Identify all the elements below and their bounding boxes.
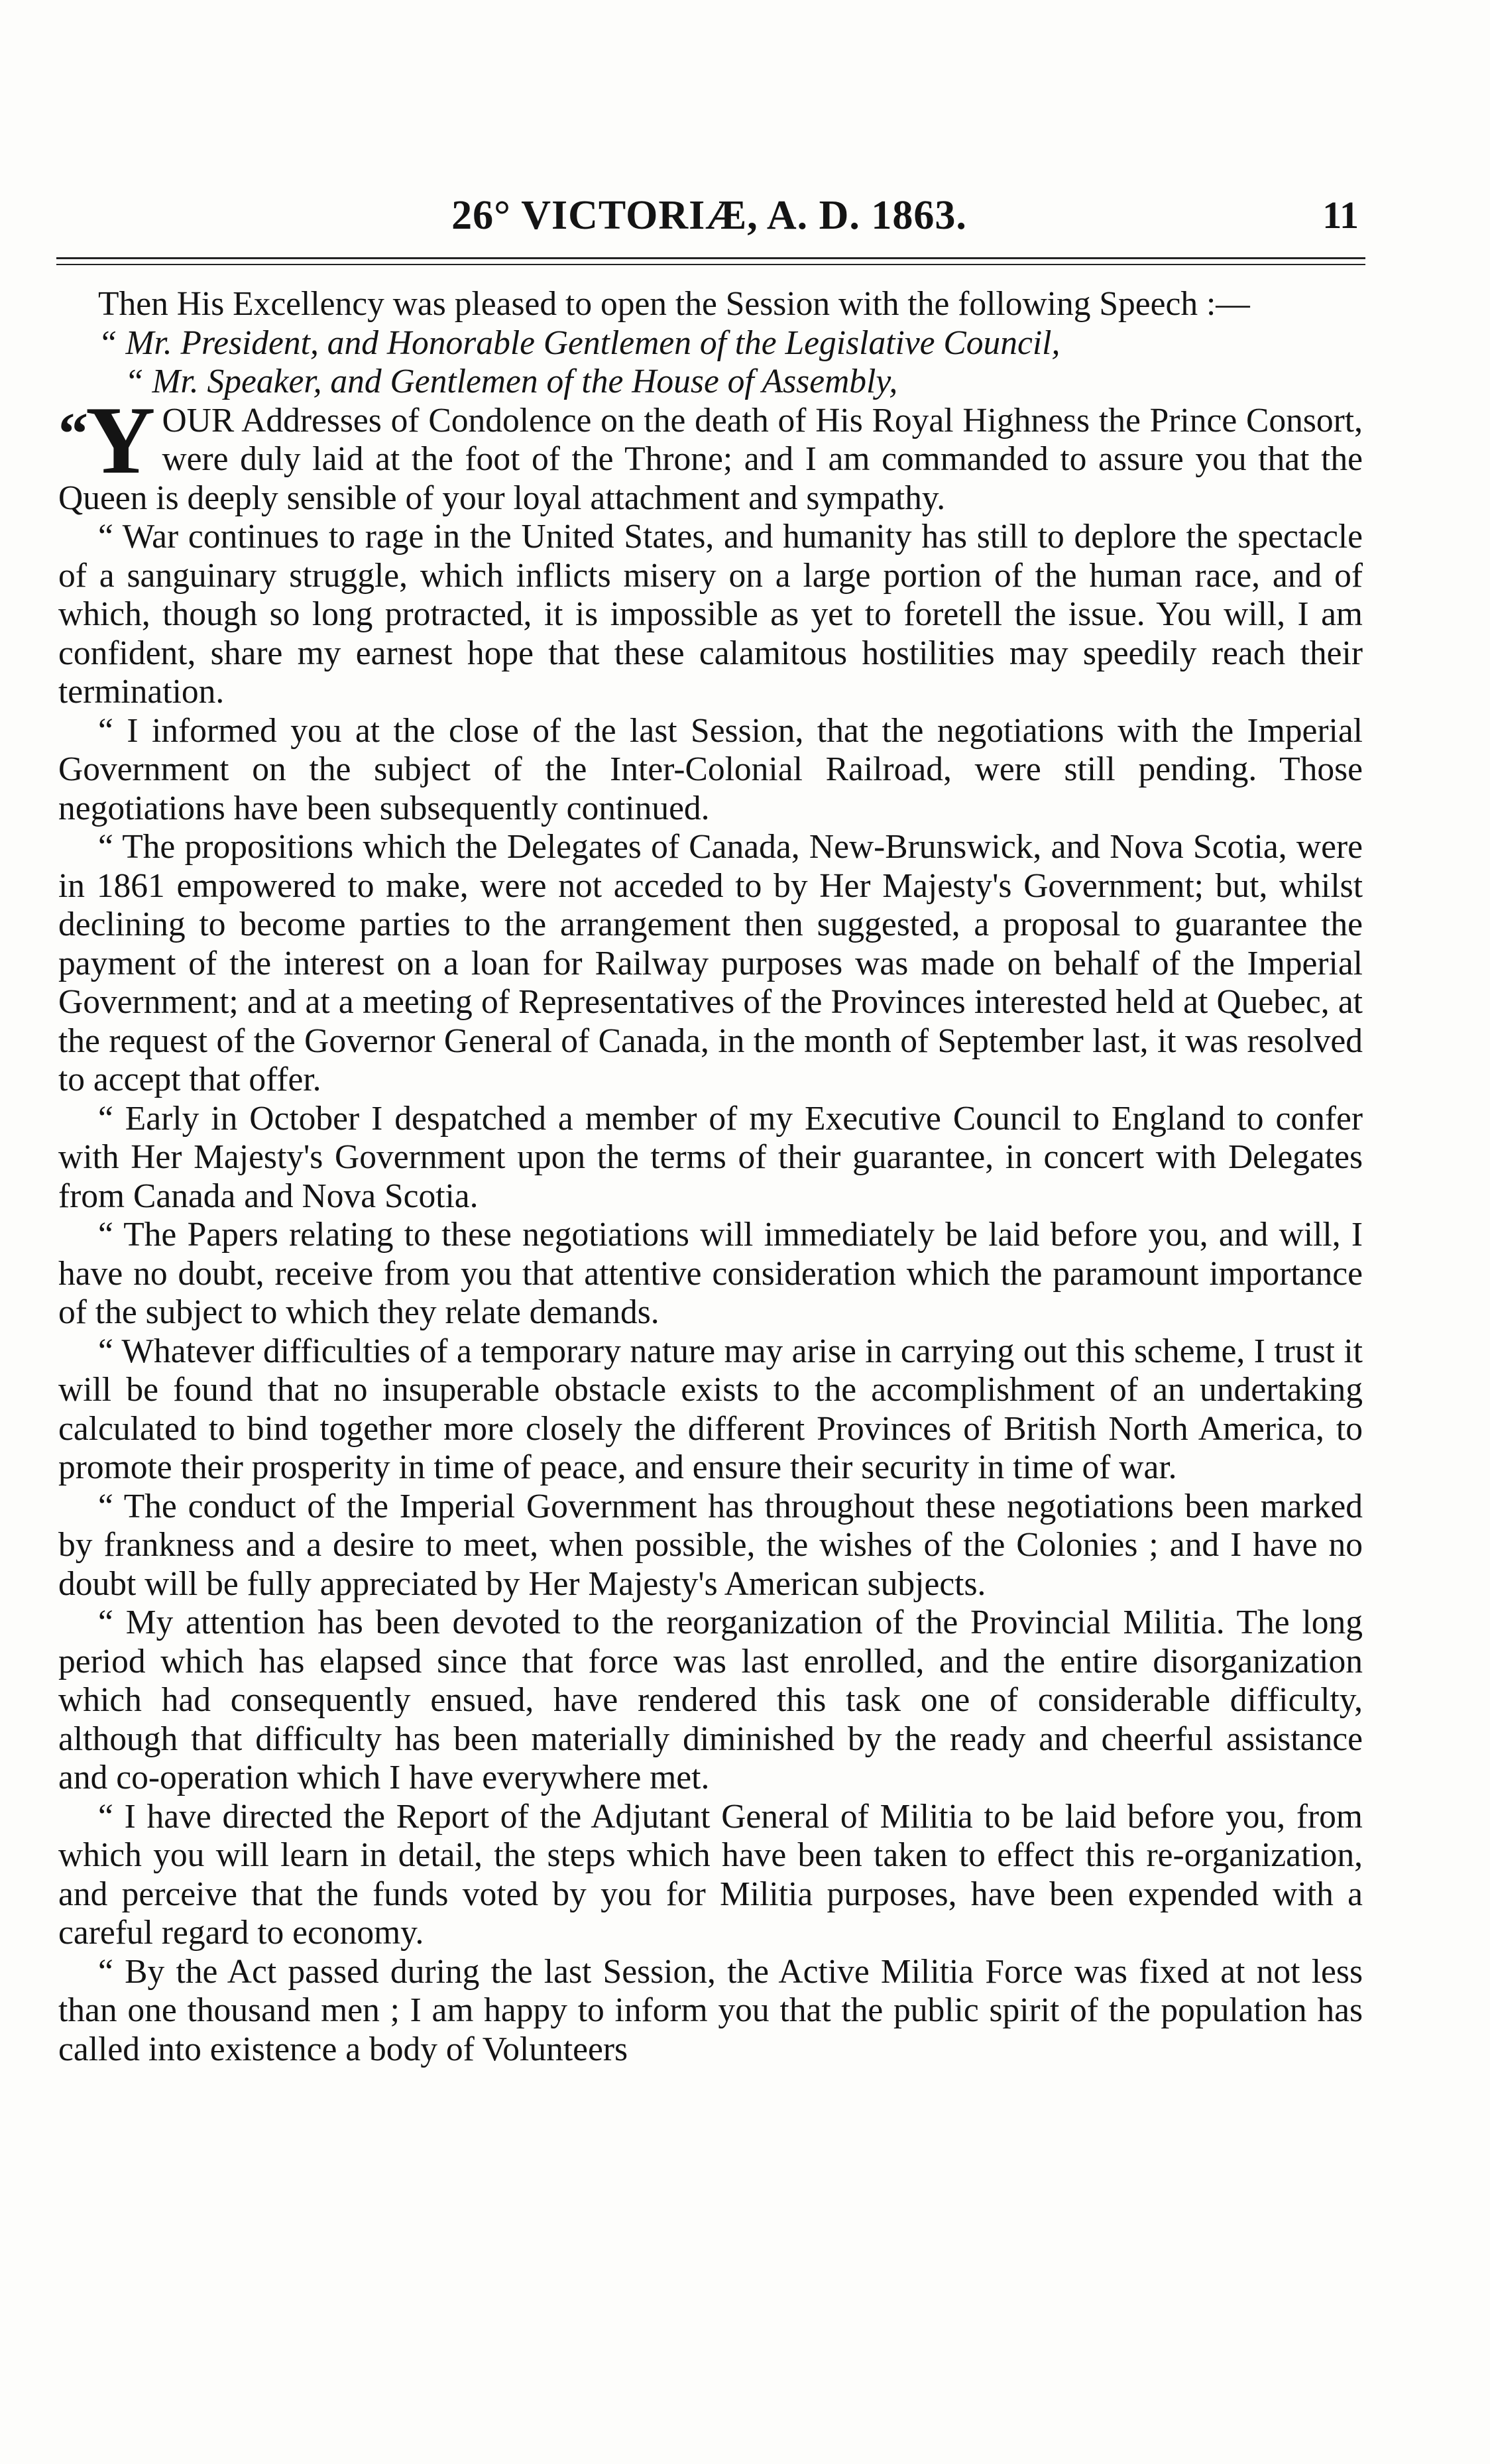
speech-paragraph-2: “ War continues to rage in the United States, and humanity has still to deplore the spectacle of a sanguinary struggle, which inflicts misery on a large portion of the human race, and of which, though so long protracted, it is impossible as yet to foretell the issue. You will, I am confident, share my earnest hope that these calamitous hostilities may speedily reach their termination. [58,518,1363,711]
speech-paragraph-8: “ The conduct of the Imperial Government has throughout these negotiations been marked by frankness and a desire to meet, when possible, the wishes of the Colonies ; and I have no doubt will be fully appreciated by Her Majesty's American subjects. [58,1487,1363,1603]
running-title: 26° VICTORIÆ, A. D. 1863. [451,193,967,238]
header-rule-lower [56,264,1365,265]
first-word-rest: OUR [162,401,235,440]
speech-paragraph-6: “ The Papers relating to these negotiations will immediately be laid before you, and will, I have no doubt, receive from you that attentive consideration which the paramount importance of the subject to which they relate demands. [58,1216,1363,1331]
body-text [58,285,1363,2069]
address-legislative-council: “ Mr. President, and Honorable Gentlemen of the Legislative Council, [98,323,1060,362]
header-rule-upper [56,257,1365,259]
page-header [60,189,1359,242]
speech-paragraph-4: “ The propositions which the Delegates of Canada, New-Brunswick, and Nova Scotia, were in 1861 empowered to make, were not acceded to by Her Majesty's Government; but, whilst declining to become parties to the arrangement then suggested, a proposal to guarantee the payment of the interest on a loan for Railway purposes was made on behalf of the Imperial Government; and at a meeting of Representatives of the Provinces interested held at Quebec, at the request of the Governor General of Canada, in the month of September last, it was resolved to accept that offer. [58,828,1363,1098]
drop-cap: “Y [58,386,156,494]
speech-paragraph-7: “ Whatever difficulties of a temporary nature may arise in carrying out this scheme, I trust it will be found that no insuperable obstacle exists to the accomplishment of an undertaking calculated to bind together more closely the different Provinces of British North America, to promote their prosperity in time of peace, and ensure their security in time of war. [58,1332,1363,1486]
first-paragraph-text: Addresses of Condolence on the death of His Royal Highness the Prince Consort, were duly laid at the foot of the Throne; and I am commanded to assure you that the Queen is deeply sensible of your loyal attachment and sympathy. [58,401,1363,517]
speech-paragraph-5: “ Early in October I despatched a member of my Executive Council to England to confer with Her Majesty's Government upon the terms of their guarantee, in concert with Delegates from Canada and Nova Scotia. [58,1099,1363,1215]
address-house-of-assembly: “ Mr. Speaker, and Gentlemen of the House of Assembly, [125,363,898,400]
speech-paragraph-11: “ By the Act passed during the last Session, the Active Militia Force was fixed at not less than one thousand men ; I am happy to inform you that the public spirit of the population has called into existence a body of Volunteers [58,1952,1363,2068]
speech-paragraph-1 [58,386,1363,518]
speech-paragraph-9: “ My attention has been devoted to the reorganization of the Provincial Militia. The long period which has elapsed since that force was last enrolled, and the entire disorganization which had consequently ensued, have rendered this task one of considerable difficulty, although that difficulty has been materially diminished by the ready and cheerful assistance and co-operation which I have everywhere met. [58,1604,1363,1796]
speech-paragraph-10: “ I have directed the Report of the Adjutant General of Militia to be laid before you, from which you will learn in detail, the steps which have been taken to effect this re-organization, and perceive that the funds voted by you for Militia purposes, have been expended with a careful regard to economy. [58,1797,1363,1952]
speech-paragraph-3: “ I informed you at the close of the last Session, that the negotiations with the Imperial Government on the subject of the Inter-Colonial Railroad, were still pending. Those negotiations have been subsequently continued. [58,711,1363,827]
page-number: 11 [1322,194,1359,237]
intro-paragraph: Then His Excellency was pleased to open the Session with the following Speech :— [98,285,1250,323]
